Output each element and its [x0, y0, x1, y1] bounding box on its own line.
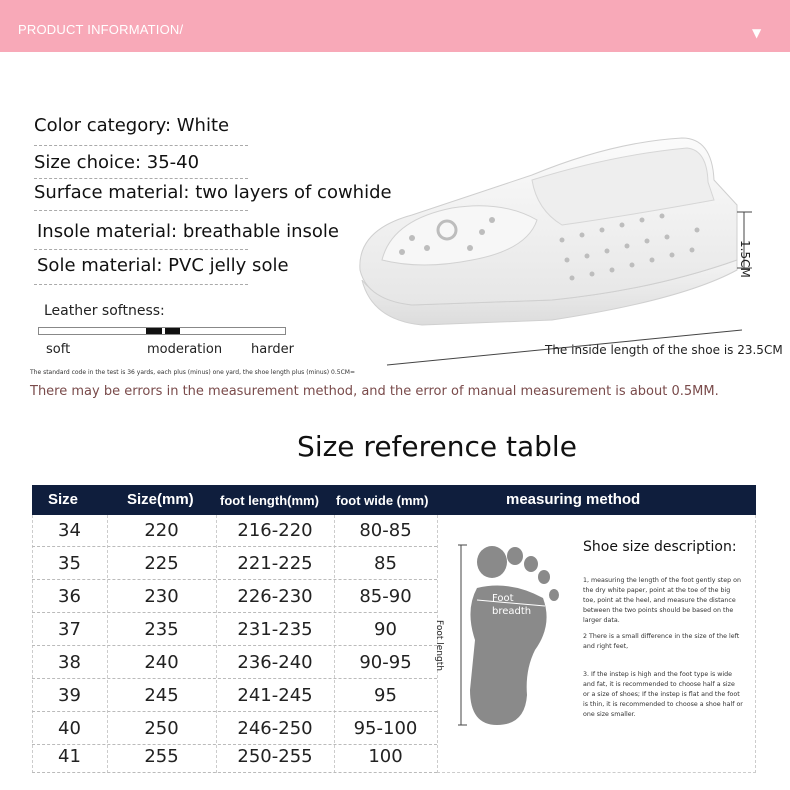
size-table-header [32, 485, 756, 515]
divider [34, 284, 248, 285]
cell-foot-length: 216-220 [237, 520, 313, 541]
softness-scale [38, 327, 286, 335]
header-size: Size [48, 491, 79, 508]
table-row [32, 614, 437, 646]
standard-code-note: The standard code in the test is 36 yards, each plus (minus) one yard, the shoe length plus (minus) 0.5CM= [30, 369, 355, 376]
divider [34, 145, 248, 146]
shoe-size-description-title: Shoe size description: [583, 539, 737, 555]
cell-foot-length: 246-250 [237, 718, 313, 739]
cell-size: 39 [58, 685, 81, 706]
inside-length-label: The inside length of the shoe is 23.5CM [545, 343, 783, 357]
divider [34, 249, 248, 250]
spec-sole: Sole material: PVC jelly sole [37, 255, 289, 276]
description-item-2: 2 There is a small difference in the size of the left and right feet, [583, 633, 740, 650]
table-row [32, 548, 437, 580]
heel-height-label: 1.5CM [738, 240, 752, 278]
cell-size-mm: 230 [144, 586, 179, 607]
cell-size: 35 [58, 553, 81, 574]
cell-size: 40 [58, 718, 81, 739]
table-row [32, 743, 437, 773]
footprint-illustration [455, 540, 565, 730]
header-foot-length: foot length(mm) [220, 493, 319, 508]
cell-size-mm: 240 [144, 652, 179, 673]
cell-foot-wide: 85 [374, 553, 397, 574]
table-row [32, 647, 437, 679]
table-row [32, 581, 437, 613]
table-row [32, 680, 437, 712]
foot-breadth-label-1: Foot [492, 593, 514, 604]
cell-foot-length: 231-235 [237, 619, 313, 640]
cell-size: 38 [58, 652, 81, 673]
table-row [32, 515, 437, 547]
cell-size-mm: 225 [144, 553, 179, 574]
divider [34, 178, 248, 179]
header-measuring-method: measuring method [506, 491, 641, 508]
cell-size: 36 [58, 586, 81, 607]
softness-marker-gap [162, 328, 165, 334]
header-banner [0, 0, 790, 52]
cell-foot-length: 250-255 [237, 746, 313, 767]
cell-foot-wide: 80-85 [359, 520, 412, 541]
banner-title: PRODUCT INFORMATION/ [18, 22, 184, 37]
cell-size-mm: 235 [144, 619, 179, 640]
cell-foot-length: 241-245 [237, 685, 313, 706]
spec-color: Color category: White [34, 115, 230, 136]
description-item-3: 3. If the instep is high and the foot type is wide and fat, it is recommended to choose half a size or a size of shoes; If the instep is flat and the foot is thin, it is recommended to choose a shoe half or one size smaller. [583, 671, 743, 718]
cell-foot-length: 221-225 [237, 553, 313, 574]
cell-size: 34 [58, 520, 81, 541]
spec-insole: Insole material: breathable insole [37, 221, 339, 242]
softness-label-moderation: moderation [147, 342, 223, 357]
spec-size: Size choice: 35-40 [34, 152, 200, 173]
cell-size: 41 [58, 746, 81, 767]
size-table-body [32, 515, 437, 773]
cell-foot-wide: 90 [374, 619, 397, 640]
softness-title: Leather softness: [44, 303, 165, 319]
header-size-mm: Size(mm) [127, 491, 194, 508]
cell-foot-wide: 85-90 [359, 586, 412, 607]
cell-foot-wide: 95 [374, 685, 397, 706]
header-foot-wide: foot wide (mm) [336, 493, 429, 508]
size-table-title: Size reference table [297, 430, 577, 463]
spec-surface: Surface material: two layers of cowhide [34, 182, 392, 203]
table-row [32, 713, 437, 745]
foot-length-label: Foot length [434, 620, 444, 671]
cell-foot-length: 226-230 [237, 586, 313, 607]
softness-label-harder: harder [251, 342, 294, 357]
cell-size-mm: 255 [144, 746, 179, 767]
foot-breadth-label-2: breadth [492, 606, 532, 617]
cell-size-mm: 245 [144, 685, 179, 706]
cell-size: 37 [58, 619, 81, 640]
cell-foot-wide: 95-100 [353, 718, 418, 739]
description-item-1: 1, measuring the length of the foot gently step on the dry white paper, point at the toe of the big toe, point at the heel, and measure the distance between the two points should be based on the larger data. [583, 577, 741, 624]
cell-foot-wide: 100 [368, 746, 403, 767]
softness-label-soft: soft [46, 342, 71, 357]
triangle-down-icon[interactable]: ▼ [752, 26, 762, 40]
cell-size-mm: 220 [144, 520, 179, 541]
divider [34, 210, 248, 211]
cell-foot-wide: 90-95 [359, 652, 412, 673]
cell-foot-length: 236-240 [237, 652, 313, 673]
shoe-illustration [352, 120, 772, 370]
cell-size-mm: 250 [144, 718, 179, 739]
measurement-error-note: There may be errors in the measurement method, and the error of manual measurement is about 0.5MM. [30, 384, 719, 399]
